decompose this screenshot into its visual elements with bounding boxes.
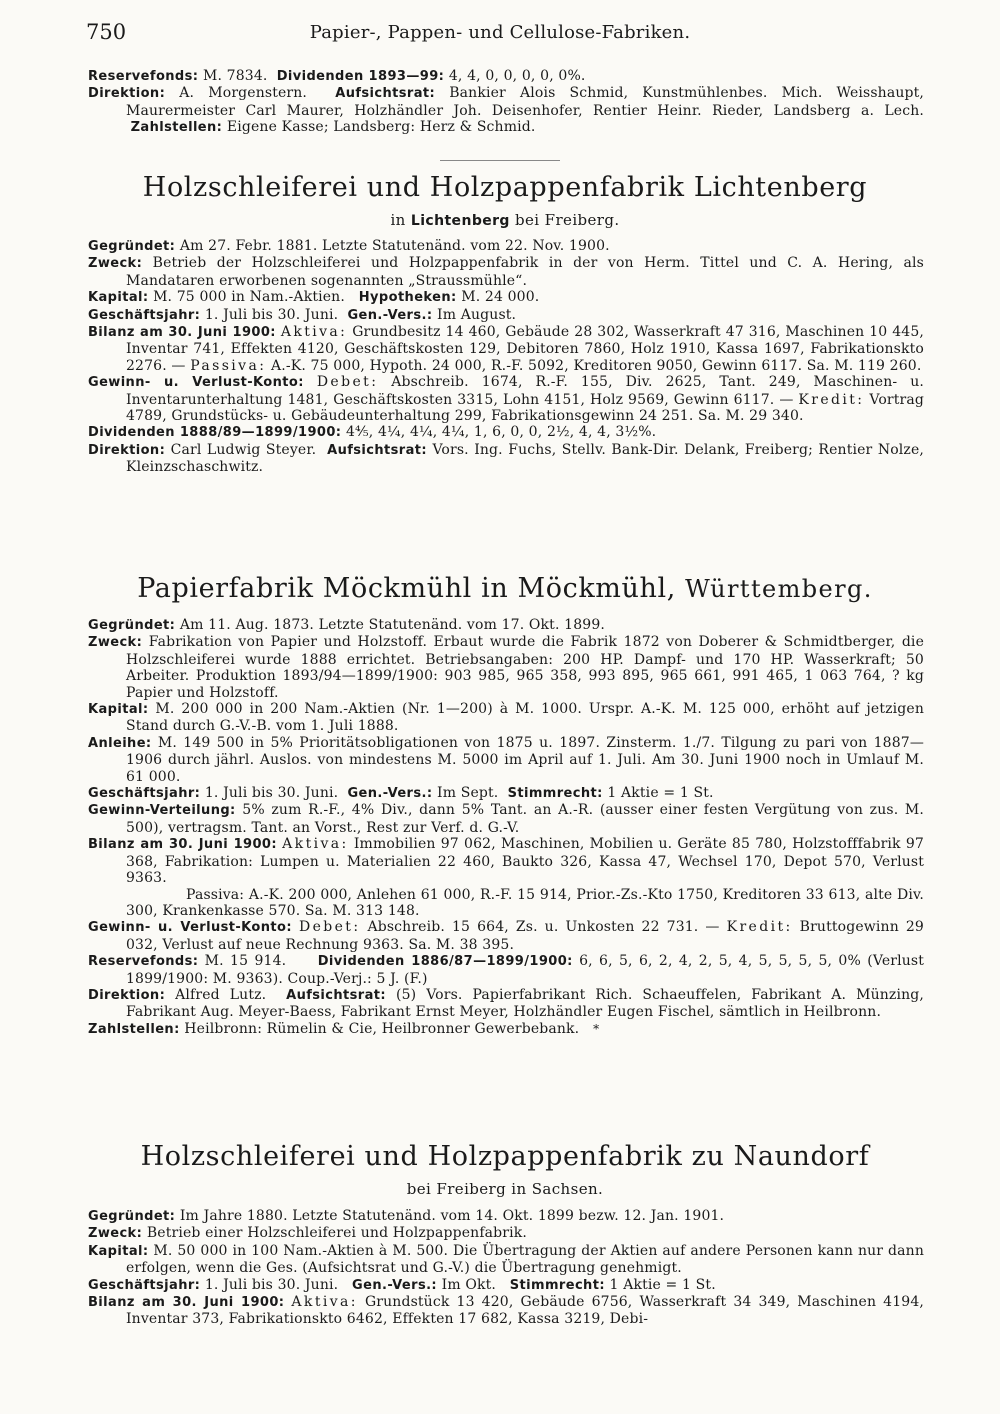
running-title: Papier-, Pappen- und Cellulose-Fabriken. [309, 22, 691, 43]
company-body-moeckmuehl [88, 617, 924, 1038]
dividenden-entry: Dividenden 1888/89—1899/1900: 4⅘, 4¼, 4¼, 4¼, 1, 6, 0, 0, 2½, 4, 4, 3½%. [88, 424, 657, 441]
anleihe-entry: Anleihe: M. 149 500 in 5% Prioritätsobligationen von 1875 u. 1897. Zinsterm. 1./7. Tilgung zu pari von 1887—1906 durch jährl. Auslos. von mindestens M. 5000 im April auf 1. Juli. Am 30. Juni 1900 noch in Umlauf M. 61 000. [88, 734, 924, 785]
direktion-entry: Direktion: Alfred Lutz. Aufsichtsrat: (5) Vors. Papierfabrikant Rich. Schaeuffelen, Fabrikant A. Münzing, Fabrikant Aug. Meyer-Baess, Fabrikant Ernst Meyer, Holzhändler Eugen Fischel, sämtlich in Heilbronn. [88, 986, 924, 1021]
kapital-entry: Kapital: M. 50 000 in 100 Nam.-Aktien à M. 500. Die Übertragung der Aktien auf andere Personen kann nur dann erfolgen, wenn die Ges. (Aufsichtsrat und G.-V.) die Übertragung genehmigt. [88, 1242, 924, 1277]
divider [440, 160, 560, 161]
guv-entry: Gewinn- u. Verlust-Konto: Debet: Abschreib. 1674, R.-F. 155, Div. 2625, Tant. 249, Maschinen- u. Inventarunterhaltung 1481, Geschäftskosten 3315, Lohn 4151, Holz 9569, Gewinn 6117. — Kredit: Vortrag 4789, Grundstücks- u. Gebäudeunterhaltung 299, Fabrikationsgewinn 24 251. Sa. M. 29 340. [88, 374, 925, 425]
zweck-entry: Zweck: Betrieb einer Holzschleiferei und Holzpappenfabrik. [88, 1225, 527, 1242]
reservefonds-entry: Reservefonds: M. 15 914. Dividenden 1886/87—1899/1900: 6, 6, 5, 6, 2, 4, 2, 5, 4, 5, 5, 5, 5, 0% (Verlust 1899/1900: M. 9363). Coup.-Verj.: 5 J. (F.) [88, 953, 925, 987]
gegruendet-entry: Gegründet: Im Jahre 1880. Letzte Statutenänd. vom 14. Okt. 1899 bezw. 12. Jan. 1901. [88, 1208, 725, 1224]
gegruendet-entry: Gegründet: Am 27. Febr. 1881. Letzte Statutenänd. vom 22. Nov. 1900. [88, 238, 610, 254]
gewinn-verteilung-entry: Gewinn-Verteilung: 5% zum R.-F., 4% Div., dann 5% Tant. an A.-R. (ausser einer festen Vergütung von zus. M. 500), vertragsm. Tant. an Vorst., Rest zur Verf. d. G.-V. [88, 802, 924, 836]
previous-company-tail [88, 68, 924, 137]
geschaeftsjahr-entry: Geschäftsjahr: 1. Juli bis 30. Juni. Gen.-Vers.: Im Okt. Stimmrecht: 1 Aktie = 1 St. [88, 1276, 716, 1293]
guv-entry: Gewinn- u. Verlust-Konto: Debet: Abschreib. 15 664, Zs. u. Unkosten 22 731. — Kredit: Bruttogewinn 29 032, Verlust auf neue Rechnung 9363. Sa. M. 38 395. [88, 919, 924, 953]
kapital-entry: Kapital: M. 75 000 in Nam.-Aktien. Hypotheken: M. 24 000. [88, 289, 540, 306]
running-head [86, 20, 914, 48]
direktion-entry: Direktion: A. Morgenstern. Aufsichtsrat: Bankier Alois Schmid, Kunstmühlenbes. Mich. Weisshaupt, Maurermeister Carl Maurer, Holzhändler Joh. Deisenhofer, Rentier Heinr. Rieder, Landsberg a. Lech. Zahlstellen: Eigene Kasse; Landsberg: Herz & Schmid. [88, 85, 924, 136]
geschaeftsjahr-entry: Geschäftsjahr: 1. Juli bis 30. Juni. Gen.-Vers.: Im August. [88, 306, 517, 323]
company-body-naundorf [88, 1208, 924, 1328]
zweck-entry: Zweck: Betrieb der Holzschleiferei und Holzpappenfabrik in der von Herm. Tittel und C. A. Hering, als Mandataren erworbenen sogenannten „Straussmühle“. [88, 255, 924, 289]
company-title-naundorf: Holzschleiferei und Holzpappenfabrik zu Naundorf [140, 1141, 870, 1172]
company-subtitle-lichtenberg: in Lichtenberg bei Freiberg. [390, 211, 620, 229]
bilanz-passiva-entry: Passiva: A.-K. 200 000, Anlehen 61 000, R.-F. 15 914, Prior.-Zs.-Kto 1750, Kreditoren 33 613, alte Div. 300, Krankenkasse 570. Sa. M. 313 148. [126, 886, 924, 919]
footnote-star: * [593, 1021, 600, 1036]
bilanz-entry: Bilanz am 30. Juni 1900: Aktiva: Grundbesitz 14 460, Gebäude 28 302, Wasserkraft 47 316, Maschinen 10 445, Inventar 741, Effekten 4120, Geschäftskosten 129, Debitoren 7860, Holz 1910, Kassa 1697, Fabrikationskto 2276. — Passiva: A.-K. 75 000, Hypoth. 24 000, R.-F. 5092, Kreditoren 9050, Gewinn 6117. Sa. M. 119 260. [88, 324, 925, 374]
kapital-entry: Kapital: M. 200 000 in 200 Nam.-Aktien (Nr. 1—200) à M. 1000. Urspr. A.-K. M. 125 000, erhöht auf jetzigen Stand durch G.-V.-B. vom 1. Juli 1888. [88, 701, 924, 735]
gegruendet-entry: Gegründet: Am 11. Aug. 1873. Letzte Statutenänd. vom 17. Okt. 1899. [88, 617, 605, 633]
page-number: 750 [86, 20, 127, 44]
geschaeftsjahr-entry: Geschäftsjahr: 1. Juli bis 30. Juni. Gen.-Vers.: Im Sept. Stimmrecht: 1 Aktie = 1 St. [88, 785, 714, 802]
company-title-lichtenberg: Holzschleiferei und Holzpappenfabrik Lichtenberg [142, 172, 868, 203]
direktion-entry: Direktion: Carl Ludwig Steyer. Aufsichtsrat: Vors. Ing. Fuchs, Stellv. Bank-Dir. Delank, Freiberg; Rentier Nolze, Kleinzschaschwitz. [88, 441, 924, 476]
bilanz-entry: Bilanz am 30. Juni 1900: Aktiva: Immobilien 97 062, Maschinen, Mobilien u. Geräte 85 780, Holzstofffabrik 97 368, Fabrikation: Lumpen u. Materialien 22 460, Baukto 326, Kassa 47, Wechsel 170, Depot 570, Verlust 9363. [88, 836, 924, 887]
bilanz-entry: Bilanz am 30. Juni 1900: Aktiva: Grundstück 13 420, Gebäude 6756, Wasserkraft 34 349, Maschinen 4194, Inventar 373, Fabrikationskto 6462, Effekten 17 682, Kassa 3219, Debi- [88, 1294, 924, 1328]
zahlstellen-entry: Zahlstellen: Heilbronn: Rümelin & Cie, Heilbronner Gewerbebank. * [88, 1020, 600, 1037]
company-title-moeckmuehl: Papierfabrik Möckmühl in Möckmühl, Württemberg. [137, 573, 873, 604]
company-subtitle-naundorf: bei Freiberg in Sachsen. [406, 1180, 604, 1198]
company-body-lichtenberg [88, 238, 924, 476]
zweck-entry: Zweck: Fabrikation von Papier und Holzstoff. Erbaut wurde die Fabrik 1872 von Doberer & Schmidtberger, die Holzschleiferei wurde 1888 errichtet. Betriebsangaben: 200 HP. Dampf- und 170 HP. Wasserkraft; 50 Arbeiter. Produktion 1893/94—1899/1900: 903 985, 965 358, 993 895, 965 661, 991 465, 1 063 764, ? kg Papier und Holzstoff. [88, 634, 924, 701]
reservefonds-entry: Reservefonds: M. 7834. Dividenden 1893—99: 4, 4, 0, 0, 0, 0, 0%. [88, 68, 586, 84]
